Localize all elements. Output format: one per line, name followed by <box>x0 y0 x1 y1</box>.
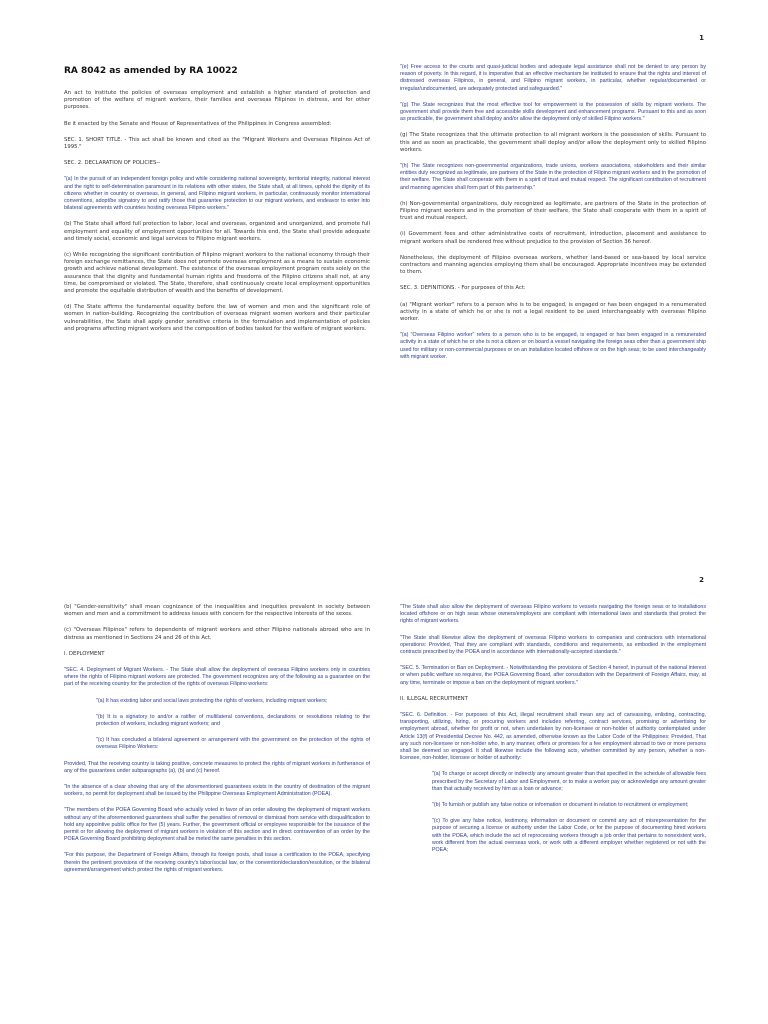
paragraph: "For this purpose, the Department of Foreign Affairs, through its foreign posts, shall issue a certification to the POEA, specifying therein the pertinent provisions of the receiving country's labor/social law, or the convention/declaration/resolution, or the bilateral agreement/arrangement which protect the rights of migrant workers. <box>64 852 370 873</box>
paragraph: (c) While recognizing the significant contribution of Filipino migrant workers to the national economy through their foreign exchange remittances, the State does not promote overseas employment as a means to sustain economic growth and achieve national development. The existence of the overseas employment program rests solely on the assurance that the dignity and fundamental human rights and freedoms of the Filipino citizens shall not, at any time, be compromised or violated. The State, therefore, shall continuously create local employment opportunities and promote the equitable distribution of wealth and the benefits of development. <box>64 252 370 295</box>
paragraph: SEC. 1. SHORT TITLE. - This act shall be known and cited as the "Migrant Workers and Overseas Filipinos Act of 1995." <box>64 136 370 151</box>
paragraph: (d) The State affirms the fundamental equality before the law of women and men and the significant role of women in nation-building. Recognizing the contribution of overseas migrant women workers and their particular vulnerabilities, the State shall apply gender sensitive criteria in the formulation and implementation of policies and programs affecting migrant workers and the composition of bodies tasked for the welfare of migrant workers. <box>64 304 370 332</box>
paragraph: Be it enacted by the Senate and House of Representatives of the Philippines in Congress assembled: <box>64 120 332 127</box>
paragraph: "(b) It is a signatory to and/or a ratifier of multilateral conventions, declarations or resolutions relating to the protection of workers, including migrant workers; and <box>96 713 370 728</box>
paragraph-list <box>400 64 706 361</box>
paragraph: "(h) The State recognizes non-governmental organizations, trade unions, workers associations, stakeholders and their similar entities duly recognized as legitimate, are partners of the State in the protection of Filipino migrant workers and in the promotion of their welfare. The State shall cooperate with them in a spirit of trust and mutual respect. The significant contribution of recruitment and manning agencies shall form part of this partnership." <box>400 163 706 191</box>
paragraph: (g) The State recognizes that the ultimate protection to all migrant workers is the possession of skills. Pursuant to this and as soon as practicable, the government shall deploy and/or allow the deployment only to skilled Filipino workers. <box>400 132 706 153</box>
paragraph: (b) The State shall afford full protection to labor, local and overseas, organized and unorganized, and promote full employment and equality of employment opportunities for all. Towards this end, the State shall provide adequate and timely social, economic and legal services to Filipino migrant workers. <box>64 221 370 242</box>
document-page-2 <box>0 560 768 1024</box>
paragraph: SEC. 3. DEFINITIONS. - For purposes of this Act: <box>400 285 526 292</box>
paragraph-list <box>64 604 370 874</box>
right-column <box>400 604 706 863</box>
paragraph: "SEC. 4. Deployment of Migrant Workers. - The State shall allow the deployment of overseas Filipino workers only in countries where the rights of Filipino migrant workers are protected. The government recognizes any of the following as a guarantee on the part of the receiving country for the protection of the rights of overseas Filipino workers: <box>64 667 370 688</box>
paragraph: "(g) The State recognizes that the most effective tool for empowerment is the possession of skills by migrant workers. The government shall provide them free and accessible skills development and enhancement programs. Pursuant to this and as soon as practicable, the government shall deploy and/or allow the deployment only of skilled Filipino workers." <box>400 101 706 123</box>
paragraph: (b) "Gender-sensitivity" shall mean cognizance of the inequalities and inequities prevalent in society between women and men and a commitment to address issues with concern for the respective interests of the sexes. <box>64 604 370 618</box>
paragraph: "SEC. 5. Termination or Ban on Deployment. - Notwithstanding the provisions of Section 4 hereof, in pursuit of the national interest or when public welfare so requires, the POEA Governing Board, after consultation with the Department of Foreign Affairs, may, at any time, terminate or impose a ban on the deployment of migrant workers." <box>400 665 706 686</box>
paragraph: "The State shall likewise allow the deployment of overseas Filipino workers to companies and contractors with international operations: Provided, That they are compliant with standards, conditions and requirements, as embodied in the employment contracts prescribed by the POEA and in accordance with internationally-accepted standards." <box>400 634 706 656</box>
paragraph-list <box>400 604 706 854</box>
right-column <box>400 64 706 370</box>
paragraph: I. DEPLOYMENT <box>64 650 105 657</box>
paragraph: "(a) It has existing labor and social laws protecting the rights of workers, including migrant workers; <box>96 697 328 704</box>
page-number: 1 <box>699 34 704 42</box>
paragraph: "SEC. 6. Definition. - For purposes of this Act, illegal recruitment shall mean any act of canvassing, enlisting, contracting, transporting, utilizing, hiring, or procuring workers and includes referring, contract services, promising or advertising for employment abroad, whether for profit or not, when undertaken by non-licensee or non-holder of authority contemplated under Article 13(f) of Presidential Decree No. 442, as amended, otherwise known as the Labor Code of the Philippines: Provided, That any such non-licensee or non-holder who, in any manner, offers or promises for a fee employment abroad to two or more persons shall be deemed so engaged. It shall likewise include the following acts, whether committed by any person, whether a non-licensee, non-holder, licensee or holder of authority: <box>400 712 706 762</box>
paragraph: An act to institute the policies of overseas employment and establish a higher standard of protection and promotion of the welfare of migrant workers, their families and overseas Filipinos in distress, and for other purposes. <box>64 90 370 111</box>
left-column <box>64 64 370 342</box>
page-number: 2 <box>699 576 704 584</box>
paragraph: (h) Non-governmental organizations, duly recognized as legitimate, are partners of the State in the protection of Filipino migrant workers and in the promotion of their welfare, the State shall cooperate with them in a spirit of trust and mutual respect. <box>400 200 706 222</box>
paragraph: "(a) To charge or accept directly or indirectly any amount greater than that specified in the schedule of allowable fees prescribed by the Secretary of Labor and Employment, or to make a worker pay or acknowledge any amount greater than that actually received by him as a loan or advance; <box>432 771 706 792</box>
paragraph: "The State shall also allow the deployment of overseas Filipino workers to vessels navigating the foreign seas or to installations located offshore or on high seas whose owners/employers are compliant with international laws and standards that protect the rights of migrant workers. <box>400 604 706 625</box>
paragraph: "In the absence of a clear showing that any of the aforementioned guarantees exists in the country of destination of the migrant workers, no permit for deployment shall be issued by the Philippine Overseas Employment Administration (POEA). <box>64 784 370 798</box>
paragraph: SEC. 2. DECLARATION OF POLICIES-- <box>64 160 161 167</box>
paragraph: "(c) To give any false notice, testimony, information or document or commit any act of misrepresentation for the purpose of securing a license or authority under the Labor Code, or for the purpose of documenting hired workers with the POEA, which include the act of reprocessing workers through a job order that pertains to nonexistent work, work different from the actual overseas work, or work with a different employer whether registered or not with the POEA; <box>432 818 706 854</box>
paragraph: "The members of the POEA Governing Board who actually voted in favor of an order allowing the deployment of migrant workers without any of the aforementioned guarantees shall suffer the penalties of removal or dismissal from service with disqualification to hold any appointive public office for five (5) years. Further, the government official or employee responsible for the issuance of the permit or for allowing the deployment of migrant workers in violation of this section and in direct contravention of an order by the POEA Governing Board prohibiting deployment shall be meted the same penalties in this section. <box>64 807 370 843</box>
paragraph: II. ILLEGAL RECRUITMENT <box>400 695 468 702</box>
paragraph: "(a) In the pursuit of an independent foreign policy and while considering national sovereignty, territorial integrity, national interest and the right to self-determination paramount in its relations with other states, the State shall, at all times, uphold the dignity of its citizens whether in country or overseas, in general, and Filipino migrant workers, in particular, continuously monitor international conventions, adopt/be signatory to and ratify those that guarantee protection to our migrant workers, and endeavor to enter into bilateral agreements with countries hosting overseas Filipino workers." <box>64 176 370 212</box>
paragraph: (i) Government fees and other administrative costs of recruitment, introduction, placement and assistance to migrant workers shall be rendered free without prejudice to the provision of Section 36 hereof. <box>400 231 706 245</box>
document-title: RA 8042 as amended by RA 10022 <box>64 66 238 76</box>
paragraph-list <box>64 90 370 333</box>
paragraph: "(a) "Overseas Filipino worker" refers to a person who is to be engaged, is engaged or has been engaged in a remunerated activity in a state of which he or she is not a citizen or on board a vessel navigating the foreign seas other than a government ship used for military or non-commercial purposes or on an installation located offshore or on the high seas; to be used interchangeably with migrant worker. <box>400 332 706 360</box>
paragraph: (c) "Overseas Filipinos" refers to dependents of migrant workers and other Filipino nationals abroad who are in distress as mentioned in Sections 24 and 26 of this Act. <box>64 627 370 641</box>
paragraph: "(e) Free access to the courts and quasi-judicial bodies and adequate legal assistance shall not be denied to any person by reason of poverty. In this regard, it is imperative that an effective mechanism be instituted to ensure that the rights and interest of distressed overseas Filipinos, in general, and Filipino migrant workers, in particular, whether regular/documented or irregular/undocumented, are adequately protected and safeguarded." <box>400 64 706 92</box>
paragraph: "(c) It has concluded a bilateral agreement or arrangement with the government on the protection of the rights of overseas Filipino Workers: <box>96 737 370 751</box>
paragraph: (a) "Migrant worker" refers to a person who is to be engaged, is engaged or has been engaged in a renumerated activity in a state of which he or she is not a legal resident to be used interchangeably with overseas Filipino worker. <box>400 301 706 323</box>
paragraph: "(b) To furnish or publish any false notice or information or document in relation to recruitment or employment; <box>432 802 689 809</box>
left-column <box>64 604 370 883</box>
paragraph: Provided, That the receiving country is taking positive, concrete measures to protect the rights of migrant workers in furtherance of any of the guarantees under subparagraphs (a), (b) and (c) hereof. <box>64 760 370 774</box>
paragraph: Nonetheless, the deployment of Filipino overseas workers, whether land-based or sea-based by local service contractors and manning agencies employing them shall be encouraged. Appropriate incentives may be extended to them. <box>400 254 706 276</box>
